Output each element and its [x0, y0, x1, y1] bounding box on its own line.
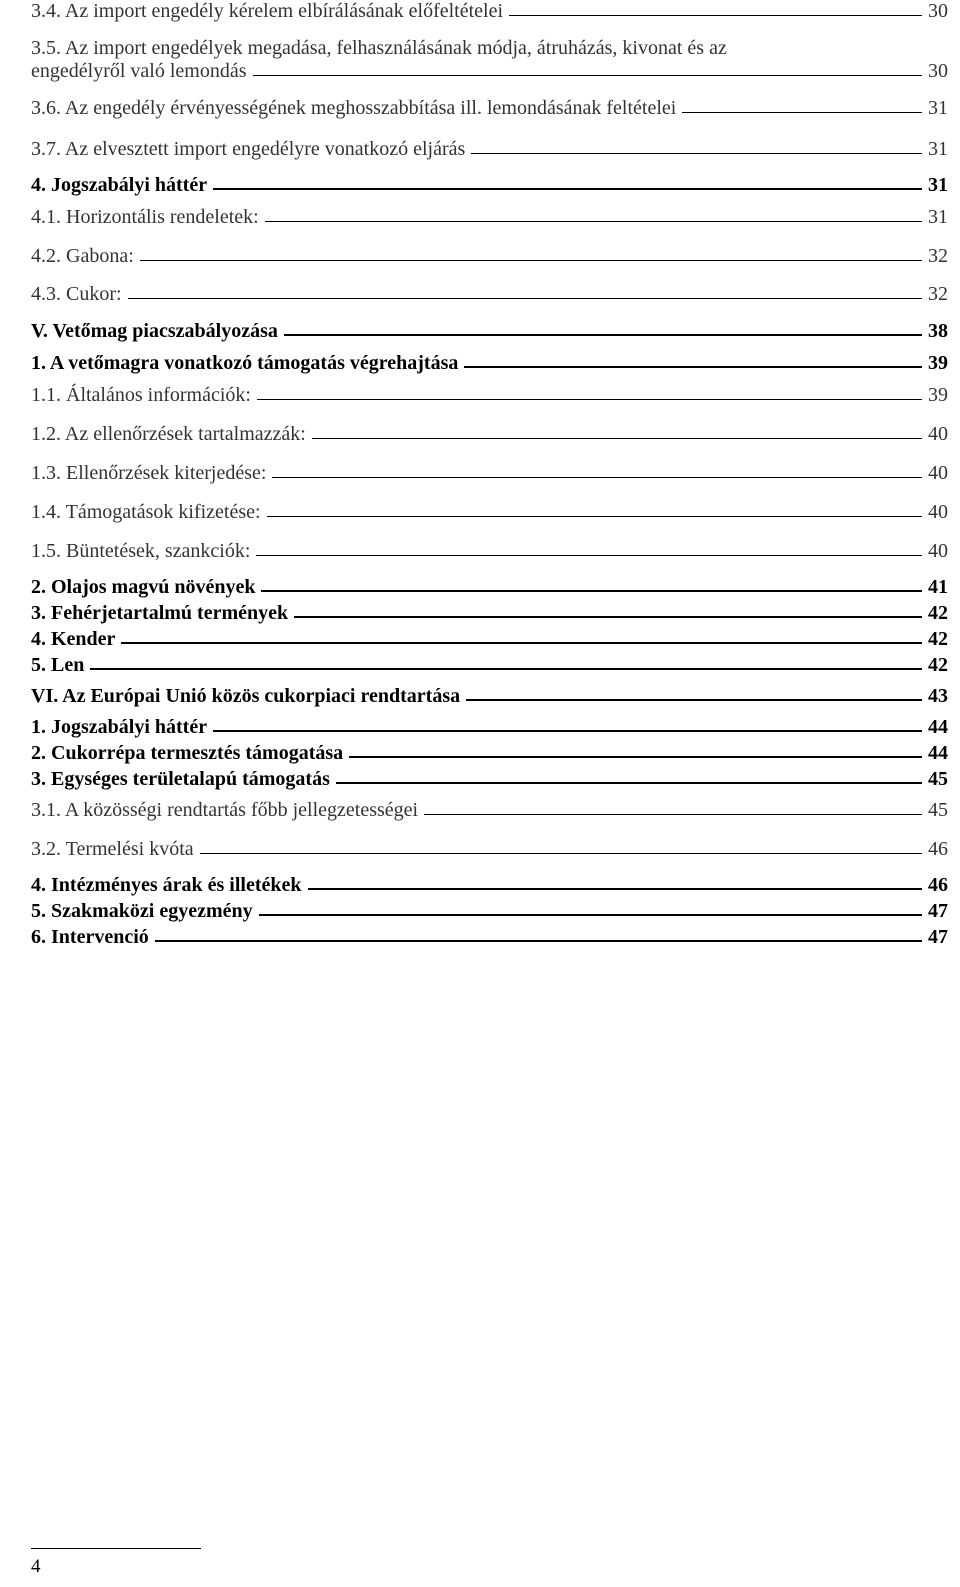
toc-entry-title: 4. Intézményes árak és illetékek [31, 874, 302, 896]
footer-divider [31, 1548, 201, 1549]
toc-entry-title: 1.1. Általános információk: [31, 384, 251, 406]
toc-leader-line [200, 853, 922, 854]
toc-entry[interactable] [31, 926, 948, 949]
toc-entry-title-continued: engedélyről való lemondás [31, 60, 247, 82]
toc-entry-title: 1.5. Büntetések, szankciók: [31, 540, 251, 562]
toc-entry-title: 6. Intervenció [31, 926, 149, 948]
toc-entry-page: 39 [928, 384, 948, 406]
toc-leader-line [213, 188, 922, 190]
toc-entry-page: 40 [928, 423, 948, 445]
toc-leader-line [424, 814, 922, 815]
toc-entry-page: 45 [928, 799, 948, 821]
toc-entry-page: 42 [928, 602, 948, 624]
toc-entry[interactable] [31, 576, 948, 599]
toc-leader-line [509, 15, 922, 16]
toc-entry-page: 38 [928, 320, 948, 342]
toc-entry-page: 30 [928, 0, 948, 22]
toc-entry[interactable] [31, 384, 948, 407]
toc-leader-line [294, 616, 922, 618]
page-number: 4 [31, 1556, 41, 1577]
toc-leader-line [259, 914, 922, 916]
toc-leader-line [471, 153, 922, 154]
toc-leader-line [256, 555, 922, 556]
toc-entry[interactable] [31, 37, 948, 83]
toc-entry-title: 5. Szakmaközi egyezmény [31, 900, 253, 922]
toc-entry[interactable] [31, 742, 948, 765]
toc-entry-page: 40 [928, 462, 948, 484]
toc-leader-line [464, 366, 922, 368]
toc-leader-line [267, 516, 922, 517]
toc-entry-title: 4. Jogszabályi háttér [31, 174, 208, 196]
toc-leader-line [284, 334, 922, 336]
toc-entry-page: 39 [928, 352, 948, 374]
toc-entry[interactable] [31, 352, 948, 375]
toc-entry-page: 44 [928, 742, 948, 764]
toc-entry-page: 42 [928, 628, 948, 650]
toc-entry-page: 31 [928, 174, 948, 196]
toc-entry-page: 31 [928, 206, 948, 228]
toc-entry-title: 5. Len [31, 654, 85, 676]
toc-entry[interactable] [31, 685, 948, 708]
toc-entry-title: 4.1. Horizontális rendeletek: [31, 206, 259, 228]
toc-entry[interactable] [31, 283, 948, 306]
toc-entry-title: 1.4. Támogatások kifizetése: [31, 501, 261, 523]
toc-entry[interactable] [31, 320, 948, 343]
toc-entry[interactable] [31, 768, 948, 791]
toc-leader-line [261, 590, 922, 592]
toc-entry-page: 40 [928, 540, 948, 562]
toc-leader-line [213, 730, 922, 732]
toc-entry-page: 31 [928, 97, 948, 119]
toc-entry-title: 1.2. Az ellenőrzések tartalmazzák: [31, 423, 306, 445]
toc-entry[interactable] [31, 602, 948, 625]
toc-entry-page: 40 [928, 501, 948, 523]
toc-entry-page: 42 [928, 654, 948, 676]
toc-leader-line [682, 112, 922, 113]
toc-leader-line [140, 260, 922, 261]
toc-entry-page: 46 [928, 874, 948, 896]
toc-entry-page: 44 [928, 716, 948, 738]
toc-entry-title: 4.2. Gabona: [31, 245, 134, 267]
toc-entry[interactable] [31, 97, 948, 120]
toc-entry-title: 3.6. Az engedély érvényességének meghosszabbítása ill. lemondásának feltételei [31, 97, 677, 119]
toc-leader-line [128, 298, 922, 299]
toc-entry-title: VI. Az Európai Unió közös cukorpiaci rendtartása [31, 685, 461, 707]
toc-entry[interactable] [31, 838, 948, 861]
toc-entry-title: V. Vetőmag piacszabályozása [31, 320, 278, 342]
toc-entry[interactable] [31, 206, 948, 229]
toc-entry-title: 3. Egységes területalapú támogatás [31, 768, 330, 790]
toc-entry-title: 3.7. Az elvesztett import engedélyre vonatkozó eljárás [31, 138, 466, 160]
toc-entry-title: 1. Jogszabályi háttér [31, 716, 208, 738]
toc-leader-line [308, 888, 922, 890]
toc-entry[interactable] [31, 174, 948, 197]
toc-leader-line [257, 399, 922, 400]
toc-entry[interactable] [31, 462, 948, 485]
toc-entry-page: 45 [928, 768, 948, 790]
toc-leader-line [121, 642, 922, 644]
toc-entry-page: 41 [928, 576, 948, 598]
toc-entry[interactable] [31, 245, 948, 268]
toc-entry[interactable] [31, 900, 948, 923]
toc-leader-line [265, 221, 922, 222]
toc-entry-page: 32 [928, 245, 948, 267]
toc-entry-page: 47 [928, 926, 948, 948]
toc-leader-line [272, 477, 922, 478]
toc-entry[interactable] [31, 540, 948, 563]
toc-entry[interactable] [31, 628, 948, 651]
toc-entry-title: 2. Cukorrépa termesztés támogatása [31, 742, 344, 764]
toc-entry-title: 3.5. Az import engedélyek megadása, felhasználásának módja, átruházás, kivonat és az [31, 37, 727, 59]
toc-leader-line [312, 438, 922, 439]
toc-leader-line [336, 782, 922, 784]
toc-leader-line [349, 756, 922, 758]
toc-entry-title: 1. A vetőmagra vonatkozó támogatás végrehajtása [31, 352, 459, 374]
toc-entry-page: 46 [928, 838, 948, 860]
toc-entry-page: 43 [928, 685, 948, 707]
toc-entry-page: 32 [928, 283, 948, 305]
toc-leader-line [253, 75, 923, 76]
toc-entry-title: 3.2. Termelési kvóta [31, 838, 194, 860]
toc-entry-title: 4.3. Cukor: [31, 283, 122, 305]
toc-leader-line [466, 699, 922, 701]
toc-entry-title: 4. Kender [31, 628, 116, 650]
toc-entry-title: 3.1. A közösségi rendtartás főbb jellegzetességei [31, 799, 419, 821]
toc-entry-title: 3.4. Az import engedély kérelem elbírálásának előfeltételei [31, 0, 504, 22]
toc-entry-page: 31 [928, 138, 948, 160]
toc-entry[interactable] [31, 716, 948, 739]
toc-entry[interactable] [31, 138, 948, 161]
toc-entry[interactable] [31, 654, 948, 677]
toc-entry[interactable] [31, 423, 948, 446]
toc-entry-page: 30 [928, 60, 948, 82]
toc-entry-title: 1.3. Ellenőrzések kiterjedése: [31, 462, 267, 484]
toc-entry[interactable] [31, 0, 948, 23]
toc-entry-page: 47 [928, 900, 948, 922]
toc-entry[interactable] [31, 501, 948, 524]
toc-leader-line [90, 668, 922, 670]
toc-leader-line [155, 940, 922, 942]
toc-entry[interactable] [31, 799, 948, 822]
toc-entry-title: 3. Fehérjetartalmú termények [31, 602, 289, 624]
toc-entry-title: 2. Olajos magvú növények [31, 576, 256, 598]
toc-entry[interactable] [31, 874, 948, 897]
